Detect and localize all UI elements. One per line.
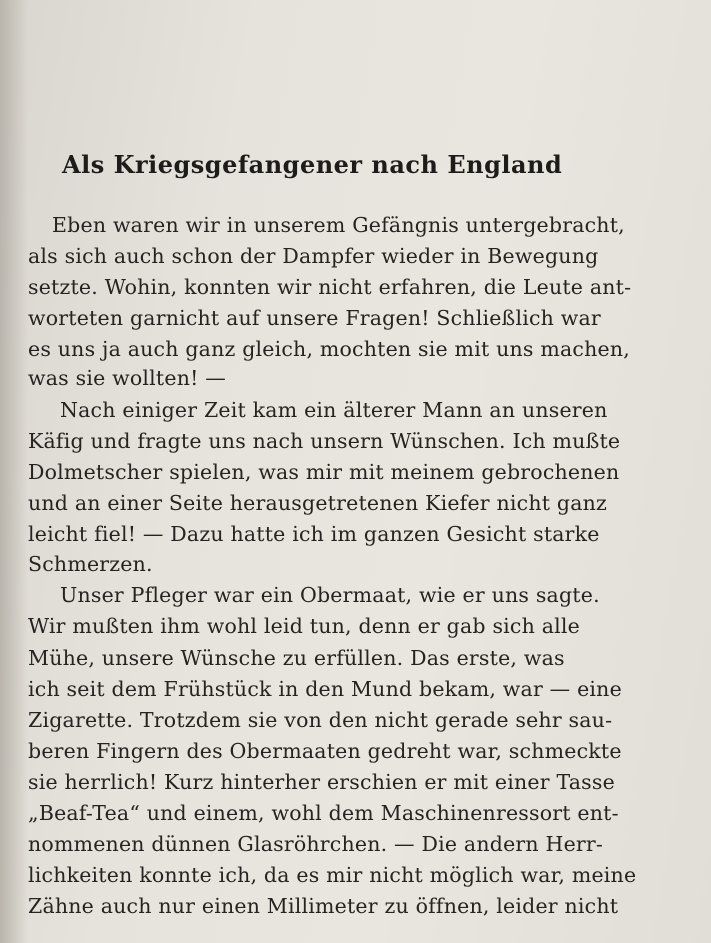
text-line: leicht fiel! — Dazu hatte ich im ganzen Gesicht starke xyxy=(28,522,600,546)
text-line: was sie wollten! — xyxy=(28,366,226,390)
text-line: Dolmetscher spielen, was mir mit meinem gebrochenen xyxy=(28,460,620,484)
text-line: Zähne auch nur einen Millimeter zu öffnen, leider nicht xyxy=(28,894,619,918)
text-line: es uns ja auch ganz gleich, mochten sie mit uns machen, xyxy=(28,337,630,361)
text-line: worteten garnicht auf unsere Fragen! Schließlich war xyxy=(28,306,601,330)
text-line: „Beaf-Tea“ und einem, wohl dem Maschinenressort ent- xyxy=(28,801,619,825)
text-line: Käfig und fragte uns nach unsern Wünschen. Ich mußte xyxy=(28,429,621,453)
text-line: Schmerzen. xyxy=(28,552,153,576)
text-line: Mühe, unsere Wünsche zu erfüllen. Das erste, was xyxy=(28,646,565,670)
text-line: Zigarette. Trotzdem sie von den nicht gerade sehr sau- xyxy=(28,708,613,732)
text-line: setzte. Wohin, konnten wir nicht erfahren, die Leute ant- xyxy=(28,275,632,299)
text-line: als sich auch schon der Dampfer wieder in Bewegung xyxy=(28,244,599,268)
text-line: nommenen dünnen Glasröhrchen. — Die andern Herr- xyxy=(28,832,604,856)
text-line: Nach einiger Zeit kam ein älterer Mann an unseren xyxy=(60,398,608,422)
chapter-heading: Als Kriegsgefangener nach England xyxy=(62,150,563,179)
text-line: Wir mußten ihm wohl leid tun, denn er gab sich alle xyxy=(28,614,580,638)
text-line: ich seit dem Frühstück in den Mund bekam, war — eine xyxy=(28,677,622,701)
text-line: beren Fingern des Obermaaten gedreht war, schmeckte xyxy=(28,739,622,763)
page-gutter-shadow xyxy=(0,0,28,943)
text-line: und an einer Seite herausgetretenen Kiefer nicht ganz xyxy=(28,491,608,515)
text-line: sie herrlich! Kurz hinterher erschien er mit einer Tasse xyxy=(28,770,615,794)
text-line: Eben waren wir in unserem Gefängnis untergebracht, xyxy=(52,213,625,237)
text-line: Unser Pfleger war ein Obermaat, wie er uns sagte. xyxy=(60,583,600,607)
text-line: lichkeiten konnte ich, da es mir nicht möglich war, meine xyxy=(28,863,637,887)
